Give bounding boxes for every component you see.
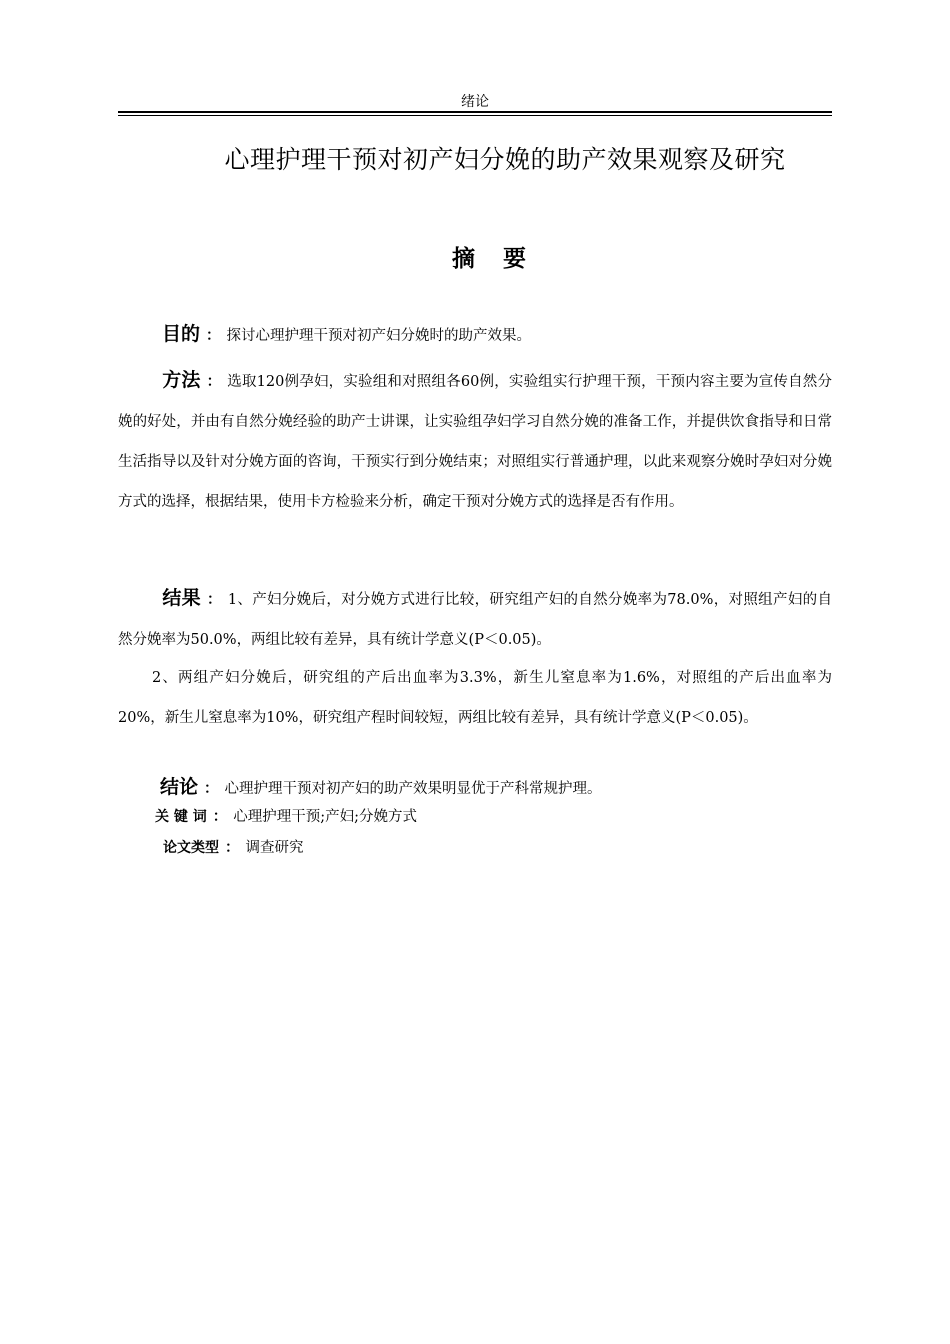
conclusion-separator: ： [204, 781, 219, 797]
method-separator: ： [206, 374, 222, 390]
result-text-2: 2、两组产妇分娩后，研究组的产后出血率为3.3%，新生儿窒息率为1.6%，对照组的产后出血率为20%，新生儿窒息率为10%，研究组产程时间较短，两组比较有差异，具有统计学意义(P＜0.05)。 [118, 670, 832, 726]
paper-type-line [163, 837, 832, 859]
running-header: 绪论 [461, 94, 489, 110]
abstract-heading: 摘要 [452, 246, 554, 272]
conclusion-text: 心理护理干预对初产妇的助产效果明显优于产科常规护理。 [224, 781, 602, 797]
keywords-text: 心理护理干预;产妇;分娩方式 [233, 809, 418, 825]
result-paragraph-2 [118, 658, 832, 738]
result-text-1: 1、产妇分娩后，对分娩方式进行比较，研究组产妇的自然分娩率为78.0%，对照组产妇的自然分娩率为50.0%，两组比较有差异，具有统计学意义(P＜0.05)。 [118, 592, 832, 648]
result-separator: ： [206, 592, 222, 608]
keywords-label: 关 键 词 [155, 809, 207, 825]
result-paragraph-1 [118, 578, 832, 660]
paper-type-label: 论文类型 [163, 840, 219, 856]
objective-separator: ： [206, 328, 221, 344]
paper-type-text: 调查研究 [245, 840, 304, 856]
objective-paragraph [118, 314, 832, 356]
keywords-separator: ： [212, 809, 228, 825]
objective-text: 探讨心理护理干预对初产妇分娩时的助产效果。 [226, 328, 532, 344]
conclusion-line [160, 776, 832, 800]
paper-type-separator: ： [225, 840, 240, 856]
conclusion-label: 结论 [160, 776, 199, 798]
method-paragraph [118, 360, 832, 522]
result-label: 结果 [162, 587, 201, 609]
header-rule-thick [118, 111, 832, 113]
keywords-line [155, 806, 832, 828]
method-label: 方法 [162, 369, 201, 391]
document-title: 心理护理干预对初产妇分娩的助产效果观察及研究 [224, 145, 786, 174]
objective-label: 目的 [162, 323, 201, 345]
header-rule-thin [118, 115, 832, 116]
method-text: 选取120例孕妇，实验组和对照组各60例，实验组实行护理干预，干预内容主要为宣传自然分娩的好处，并由有自然分娩经验的助产士讲课，让实验组孕妇学习自然分娩的准备工作，并提供饮食指导和日常生活指导以及针对分娩方面的咨询，干预实行到分娩结束；对照组实行普通护理，以此来观察分娩时孕妇对分娩方式的选择，根据结果，使用卡方检验来分析，确定干预对分娩方式的选择是否有作用。 [118, 374, 833, 510]
